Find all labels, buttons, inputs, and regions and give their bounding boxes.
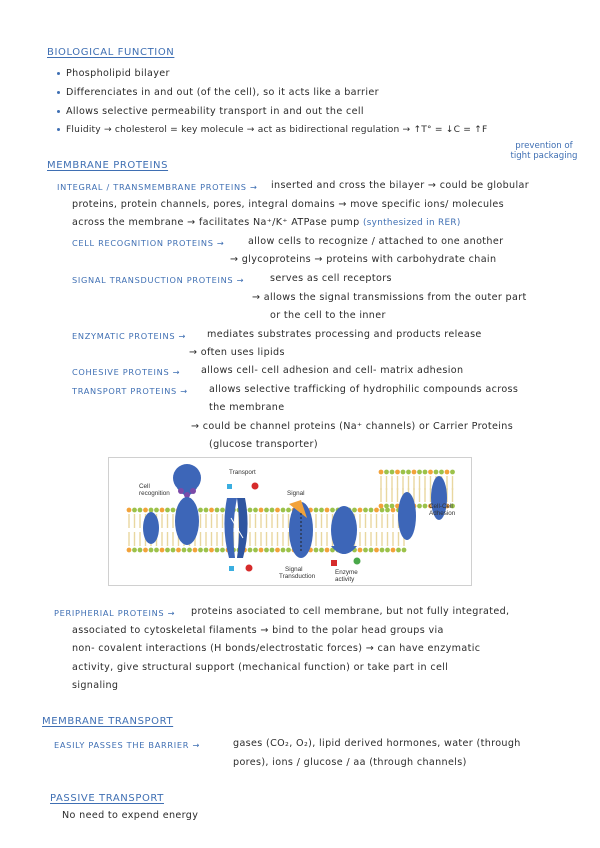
- lipid-head: [363, 508, 368, 513]
- lipid-head: [264, 548, 269, 553]
- lipid-head: [402, 548, 407, 553]
- lipid-head: [380, 548, 385, 553]
- note-line: prevention of: [515, 141, 573, 151]
- annotation-note: [500, 141, 588, 161]
- section-title-passive-transport: PASSIVE TRANSPORT: [50, 793, 164, 804]
- lipid-head: [215, 548, 220, 553]
- lipid-head: [423, 504, 428, 509]
- lipid-head: [379, 504, 384, 509]
- text-line: gases (CO₂, O₂), lipid derived hormones, water (through: [233, 738, 521, 749]
- lipid-head: [149, 508, 154, 513]
- text-line: serves as cell receptors: [270, 273, 392, 284]
- lipid-head: [423, 470, 428, 475]
- lipid-head: [395, 470, 400, 475]
- lipid-head: [385, 508, 390, 513]
- lipid-head: [330, 508, 335, 513]
- lipid-head: [165, 508, 170, 513]
- label-signal-transduction: Signal: [285, 566, 303, 573]
- lipid-head: [314, 508, 319, 513]
- lipid-head: [428, 470, 433, 475]
- lipid-head: [270, 508, 275, 513]
- label-cell-recognition: Cell: [139, 483, 150, 490]
- lipid-head: [406, 470, 411, 475]
- lipid-head: [434, 470, 439, 475]
- integral-protein: [143, 512, 159, 544]
- membrane-proteins-figure: [108, 457, 472, 586]
- lipid-head: [363, 548, 368, 553]
- lipid-head: [275, 508, 280, 513]
- lipid-head: [187, 548, 192, 553]
- lipid-head: [209, 548, 214, 553]
- text-span: across the membrane → facilitates Na⁺/K⁺ ATPase pump: [72, 217, 360, 228]
- text-line: allows selective trafficking of hydrophilic compounds across: [209, 384, 519, 395]
- text-line: or the cell to the inner: [270, 310, 386, 321]
- text-line: allow cells to recognize / attached to one another: [248, 236, 504, 247]
- lipid-head: [143, 508, 148, 513]
- term-cohesive-proteins: COHESIVE PROTEINS →: [72, 367, 181, 377]
- lipid-head: [165, 548, 170, 553]
- lipid-head: [248, 508, 253, 513]
- lipid-head: [259, 508, 264, 513]
- lipid-head: [286, 548, 291, 553]
- lipid-head: [149, 548, 154, 553]
- label-enzyme-2: activity: [335, 576, 355, 583]
- lipid-head: [154, 548, 159, 553]
- lipid-head: [445, 470, 450, 475]
- text-line: inserted and cross the bilayer → could be globular: [271, 180, 530, 191]
- label-transport: Transport: [229, 469, 256, 476]
- lipid-head: [198, 548, 203, 553]
- lipid-head: [204, 508, 209, 513]
- lipid-head: [132, 548, 137, 553]
- lipid-head: [384, 504, 389, 509]
- lipid-head: [369, 548, 374, 553]
- text-line: activity, give structural support (mechanical function) or take part in cell: [72, 662, 449, 673]
- lipid-head: [160, 548, 165, 553]
- lipid-head: [281, 548, 286, 553]
- text-line: the membrane: [209, 402, 285, 413]
- lipid-head: [385, 548, 390, 553]
- lipid-head: [390, 470, 395, 475]
- lipid-head: [281, 508, 286, 513]
- text-line: proteins asociated to cell membrane, but not fully integrated,: [191, 606, 510, 617]
- text-line: No need to expend energy: [62, 810, 199, 821]
- lipid-head: [358, 508, 363, 513]
- term-enzymatic-proteins: ENZYMATIC PROTEINS →: [72, 331, 187, 341]
- list-item: [57, 125, 487, 135]
- list-item: [57, 68, 170, 79]
- bullet-text: Differenciates in and out (of the cell), so it acts like a barrier: [66, 87, 379, 98]
- lipid-head: [248, 548, 253, 553]
- term-cell-recognition: CELL RECOGNITION PROTEINS →: [72, 238, 225, 248]
- term-signal-transduction: SIGNAL TRANSDUCTION PROTEINS →: [72, 275, 245, 285]
- text-line: non- covalent interactions (H bonds/electrostatic forces) → can have enzymatic: [72, 643, 481, 654]
- lipid-head: [193, 548, 198, 553]
- bullet-text: Phospholipid bilayer: [66, 68, 170, 79]
- lipid-head: [369, 508, 374, 513]
- lipid-head: [220, 548, 225, 553]
- label-adhesion-2: Adhesion: [429, 510, 456, 517]
- bullet-text: Fluidity → cholesterol = key molecule → act as bidirectional regulation → ↑T° = ↓C = ↑F: [66, 125, 488, 135]
- section-title-biological-function: BIOLOGICAL FUNCTION: [47, 47, 175, 58]
- label-signal: Signal: [287, 490, 305, 497]
- lipid-head: [314, 548, 319, 553]
- lipid-head: [319, 548, 324, 553]
- text-line: mediates substrates processing and products release: [207, 329, 482, 340]
- lipid-head: [417, 470, 422, 475]
- term-peripheral-proteins: PERIPHERIAL PROTEINS →: [54, 608, 176, 618]
- list-item: [57, 87, 379, 98]
- term-integral-proteins: INTEGRAL / TRANSMEMBRANE PROTEINS →: [57, 182, 258, 192]
- lipid-head: [374, 548, 379, 553]
- lipid-head: [391, 548, 396, 553]
- lipid-head: [391, 508, 396, 513]
- transport-protein: [224, 483, 258, 572]
- lipid-head: [270, 548, 275, 553]
- lipid-head: [325, 508, 330, 513]
- lipid-head: [154, 508, 159, 513]
- text-line: → glycoproteins → proteins with carbohydrate chain: [230, 254, 497, 265]
- text-line: signaling: [72, 680, 119, 691]
- lipid-head: [127, 548, 132, 553]
- lipid-head: [275, 548, 280, 553]
- lipid-head: [286, 508, 291, 513]
- text-line: → allows the signal transmissions from the outer part: [252, 292, 527, 303]
- lipid-head: [450, 470, 455, 475]
- list-item: [57, 106, 364, 117]
- text-line: allows cell- cell adhesion and cell- matrix adhesion: [201, 365, 464, 376]
- lipid-head: [325, 548, 330, 553]
- lipid-head: [143, 548, 148, 553]
- text-line: → often uses lipids: [189, 347, 285, 358]
- label-cell-recognition-2: recognition: [139, 490, 170, 497]
- lipid-head: [182, 548, 187, 553]
- text-line: → could be channel proteins (Na⁺ channels) or Carrier Proteins: [191, 421, 514, 432]
- text-line: associated to cytoskeletal filaments → bind to the polar head groups via: [72, 625, 444, 636]
- lipid-head: [374, 508, 379, 513]
- lipid-head: [439, 470, 444, 475]
- note-line: tight packaging: [510, 151, 578, 161]
- lipid-head: [358, 548, 363, 553]
- lipid-head: [264, 508, 269, 513]
- term-transport-proteins: TRANSPORT PROTEINS →: [72, 386, 188, 396]
- cell-recognition-protein: [173, 464, 201, 545]
- bullet-dot: [57, 110, 60, 113]
- term-easily-passes: EASILY PASSES THE BARRIER →: [54, 740, 201, 750]
- text-line: proteins, protein channels, pores, integral domains → move specific ions/ molecules: [72, 199, 505, 210]
- label-enzyme: Enzyme: [335, 569, 358, 576]
- bullet-dot: [57, 91, 60, 94]
- lipid-bilayer: [127, 508, 407, 553]
- label-adhesion: Cell-Cell: [429, 503, 453, 510]
- lipid-head: [396, 548, 401, 553]
- section-title-membrane-proteins: MEMBRANE PROTEINS: [47, 160, 169, 171]
- synthesis-note: (synthesized in RER): [362, 218, 461, 228]
- text-line: [72, 217, 461, 228]
- enzyme-protein: [331, 506, 361, 566]
- text-line: (glucose transporter): [209, 439, 318, 450]
- lipid-head: [253, 548, 258, 553]
- lipid-head: [259, 548, 264, 553]
- lipid-head: [198, 508, 203, 513]
- lipid-head: [176, 548, 181, 553]
- lipid-head: [138, 548, 143, 553]
- label-signal-transduction-2: Transduction: [279, 573, 316, 580]
- bullet-dot: [57, 72, 60, 75]
- lipid-head: [220, 508, 225, 513]
- text-line: pores), ions / glucose / aa (through channels): [233, 757, 467, 768]
- lipid-head: [417, 504, 422, 509]
- lipid-head: [204, 548, 209, 553]
- lipid-head: [412, 470, 417, 475]
- lipid-head: [215, 508, 220, 513]
- lipid-head: [209, 508, 214, 513]
- lipid-head: [171, 508, 176, 513]
- lipid-head: [127, 508, 132, 513]
- lipid-head: [379, 470, 384, 475]
- lipid-head: [253, 508, 258, 513]
- lipid-head: [380, 508, 385, 513]
- lipid-head: [390, 504, 395, 509]
- section-title-membrane-transport: MEMBRANE TRANSPORT: [42, 716, 174, 727]
- lipid-head: [132, 508, 137, 513]
- lipid-head: [138, 508, 143, 513]
- bullet-dot: [57, 128, 60, 131]
- lipid-head: [352, 508, 357, 513]
- lipid-head: [160, 508, 165, 513]
- lipid-head: [401, 470, 406, 475]
- lipid-head: [171, 548, 176, 553]
- bullet-text: Allows selective permeability transport in and out the cell: [66, 106, 364, 117]
- lipid-head: [384, 470, 389, 475]
- lipid-head: [319, 508, 324, 513]
